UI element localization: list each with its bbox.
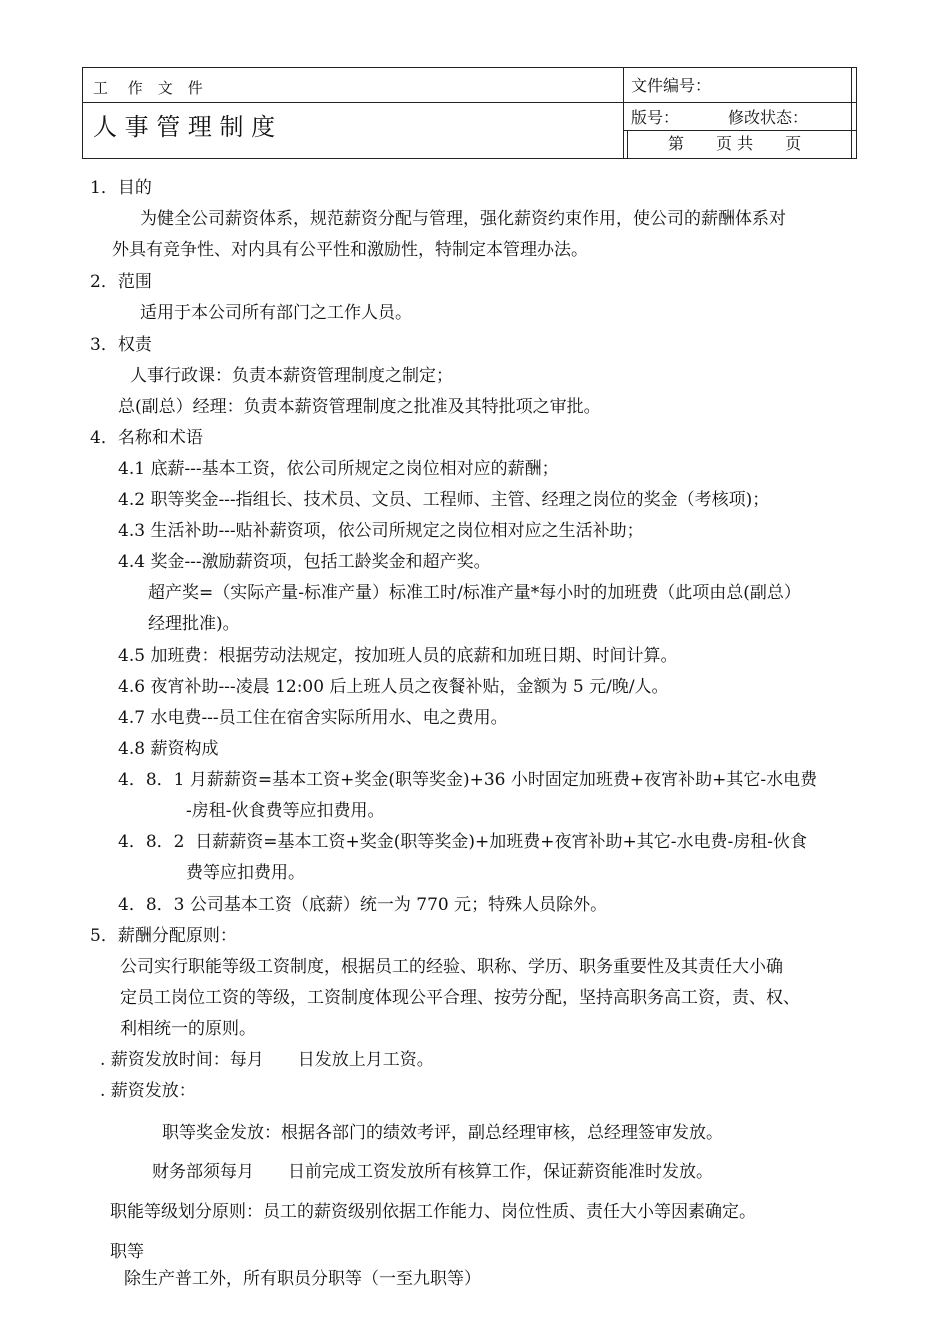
paragraph-line: 职等奖金发放：根据各部门的绩效考评，副总经理审核，总经理签审发放。 (162, 1123, 723, 1143)
section-heading: 3．权责 (90, 335, 152, 355)
section-heading: 1．目的 (90, 178, 152, 198)
list-item: 4．8．3 公司基本工资（底薪）统一为 770 元；特殊人员除外。 (118, 895, 608, 915)
header-divider (623, 130, 856, 131)
header-divider (627, 130, 628, 158)
list-item: 4.6 夜宵补助---凌晨 12:00 后上班人员之夜餐补贴，金额为 5 元/晚/人。 (118, 677, 669, 697)
section-heading: . 薪资发放： (100, 1081, 196, 1101)
section-heading: 2．范围 (90, 272, 152, 292)
paragraph-line: 费等应扣费用。 (186, 863, 305, 883)
paragraph-line: -房租-伙食费等应扣费用。 (186, 801, 385, 821)
section-heading: 4．名称和术语 (90, 428, 203, 448)
page-count-label: 第 页 共 页 (668, 134, 802, 153)
section-heading: . 薪资发放时间：每月 日发放上月工资。 (100, 1050, 434, 1070)
paragraph-line: 定员工岗位工资的等级，工资制度体现公平合理、按劳分配，坚持高职务高工资，责、权、 (120, 988, 800, 1008)
paragraph-line: 利相统一的原则。 (120, 1019, 256, 1039)
header-divider (851, 68, 852, 158)
list-item: 4.8 薪资构成 (118, 739, 219, 759)
page-title: 人 事 管 理 制 度 (93, 113, 276, 141)
header-divider (623, 68, 624, 158)
document-header-table (82, 67, 857, 159)
revision-label: 修改状态： (728, 108, 809, 127)
list-item: 4.7 水电费---员工住在宿舍实际所用水、电之费用。 (118, 708, 508, 728)
paragraph-line: 除生产普工外，所有职员分职等（一至九职等） (124, 1269, 481, 1289)
list-item: 4.1 底薪---基本工资，依公司所规定之岗位相对应的薪酬； (118, 459, 559, 479)
paragraph-line: 公司实行职能等级工资制度，根据员工的经验、职称、学历、职务重要性及其责任大小确 (120, 957, 783, 977)
list-item: 4.2 职等奖金---指组长、技术员、文员、工程师、主管、经理之岗位的奖金（考核项)； (118, 490, 770, 510)
paragraph-line: 人事行政课：负责本薪资管理制度之制定； (130, 366, 453, 386)
doc-type-label: 工 作 文 件 (93, 79, 203, 97)
doc-number-label: 文件编号： (631, 76, 712, 95)
list-item: 4.3 生活补助---贴补薪资项，依公司所规定之岗位相对应之生活补助； (118, 521, 644, 541)
header-divider (623, 102, 856, 103)
section-heading: 5．薪酬分配原则： (90, 926, 237, 946)
paragraph-line: 职能等级划分原则：员工的薪资级别依据工作能力、岗位性质、责任大小等因素确定。 (110, 1202, 756, 1222)
section-heading: 职等 (110, 1242, 144, 1262)
list-item: 4．8．2 日薪薪资=基本工资+奖金(职等奖金)+加班费+夜宵补助+其它-水电费-房租-伙食 (118, 832, 807, 852)
paragraph-line: 适用于本公司所有部门之工作人员。 (140, 303, 412, 323)
list-item: 4.4 奖金---激励薪资项，包括工龄奖金和超产奖。 (118, 552, 491, 572)
header-divider (83, 102, 623, 103)
paragraph-line: 经理批准)。 (148, 614, 240, 634)
list-item: 4.5 加班费：根据劳动法规定，按加班人员的底薪和加班日期、时间计算。 (118, 646, 678, 666)
paragraph-line: 总(副总）经理：负责本薪资管理制度之批准及其特批项之审批。 (118, 397, 601, 417)
version-label: 版号： (631, 108, 680, 127)
list-item: 4．8．1 月薪薪资=基本工资+奖金(职等奖金)+36 小时固定加班费+夜宵补助+其它-水电费 (118, 770, 818, 790)
paragraph-line: 为健全公司薪资体系，规范薪资分配与管理，强化薪资约束作用，使公司的薪酬体系对 (140, 209, 786, 229)
paragraph-line: 财务部须每月 日前完成工资发放所有核算工作，保证薪资能准时发放。 (152, 1162, 713, 1182)
paragraph-line: 外具有竞争性、对内具有公平性和激励性，特制定本管理办法。 (112, 240, 588, 260)
paragraph-line: 超产奖=（实际产量-标准产量）标准工时/标准产量*每小时的加班费（此项由总(副总） (148, 583, 801, 603)
